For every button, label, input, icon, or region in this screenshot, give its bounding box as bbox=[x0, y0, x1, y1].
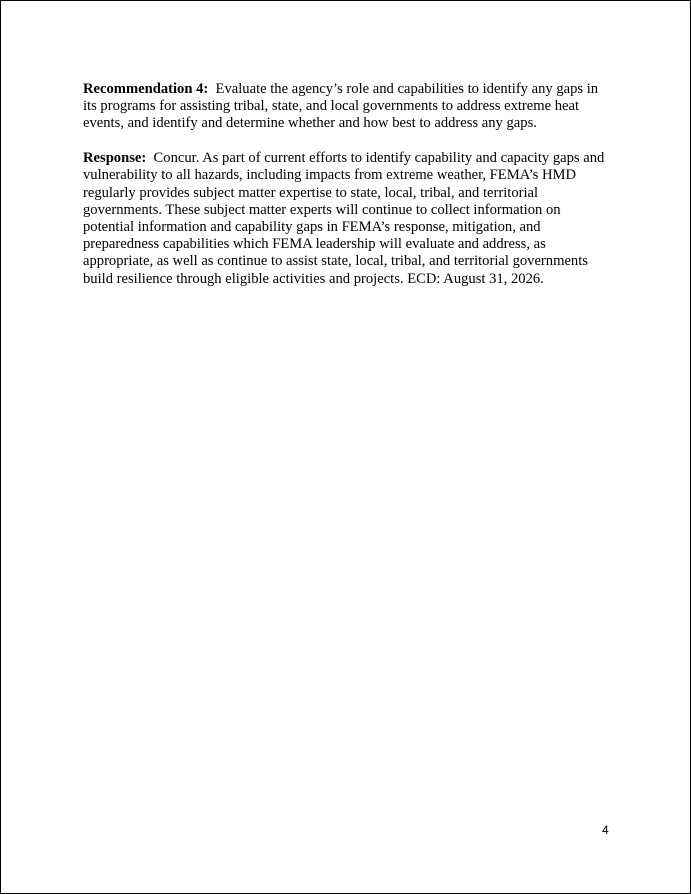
recommendation-text: Evaluate the agency’s role and capabilities to identify any gaps in its programs for assisting tribal, state, and local governments to address extreme heat events, and identify and determine whether and how best to address any gaps. bbox=[83, 81, 599, 132]
recommendation-paragraph bbox=[83, 81, 611, 133]
response-text: Concur. As part of current efforts to identify capability and capacity gaps and vulnerability to all hazards, including impacts from extreme weather, FEMA’s HMD regularly provides subject matter expertise to state, local, tribal, and territorial governments. These subject matter experts will continue to collect information on potential information and capability gaps in FEMA’s response, mitigation, and preparedness capabilities which FEMA leadership will evaluate and address, as appropriate, as well as continue to assist state, local, tribal, and territorial governments build resilience through eligible activities and projects. ECD: August 31, 2026. bbox=[83, 150, 605, 287]
recommendation-label: Recommendation 4: bbox=[83, 81, 209, 97]
page-content bbox=[83, 81, 611, 305]
response-label: Response: bbox=[83, 150, 147, 167]
response-paragraph bbox=[83, 150, 611, 288]
page-number: 4 bbox=[602, 823, 609, 837]
